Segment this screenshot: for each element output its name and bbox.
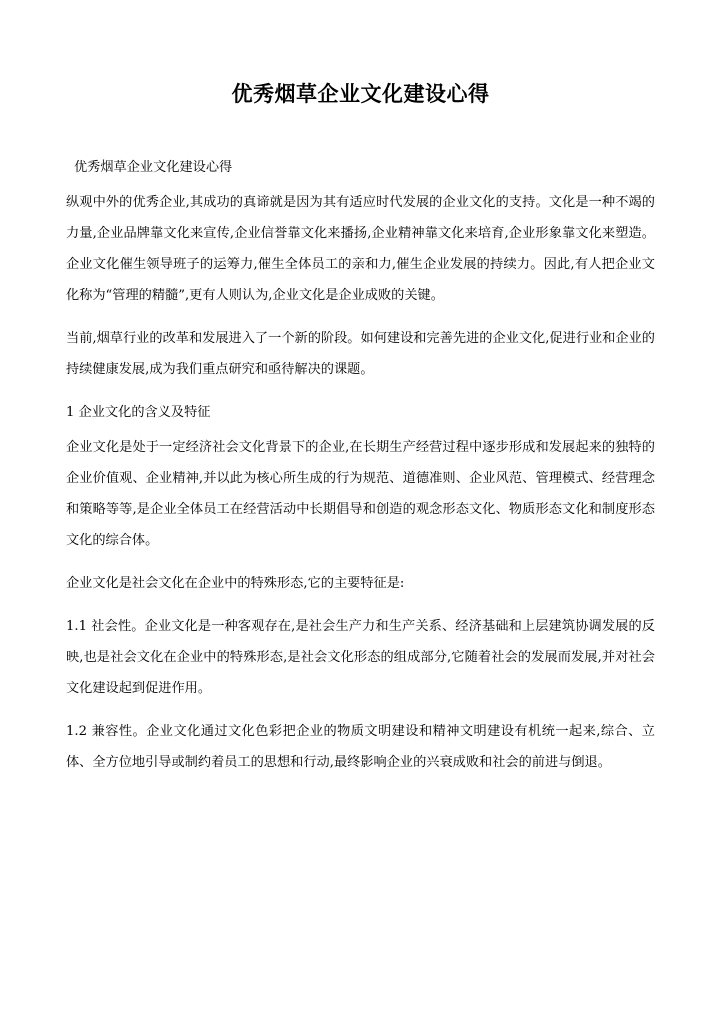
paragraph-feature-1-1: 1.1 社会性。企业文化是一种客观存在,是社会生产力和生产关系、经济基础和上层建筑协调发展的反映,也是社会文化在企业中的特殊形态,是社会文化形态的组成部分,它随着社会的发展而发展,并对社会文化建设起到促进作用。 bbox=[66, 619, 655, 696]
section-heading-1: 1 企业文化的含义及特征 bbox=[66, 405, 211, 420]
paragraph-definition: 企业文化是处于一定经济社会文化背景下的企业,在长期生产经营过程中逐步形成和发展起来的独特的企业价值观、企业精神,并以此为核心所生成的行为规范、道德准则、企业风范、管理模式、经营理念和策略等等,是企业全体员工在经营活动中长期倡导和创造的观念形态文化、物质形态文化和制度形态文化的综合体。 bbox=[66, 440, 655, 548]
paragraph-feature-1-2: 1.2 兼容性。企业文化通过文化色彩把企业的物质文明建设和精神文明建设有机统一起来,综合、立体、全方位地引导或制约着员工的思想和行动,最终影响企业的兴衰成败和社会的前进与倒退。 bbox=[66, 724, 655, 770]
document-body bbox=[66, 152, 655, 778]
page-title: 优秀烟草企业文化建设心得 bbox=[231, 82, 490, 106]
paragraph-intro: 纵观中外的优秀企业,其成功的真谛就是因为其有适应时代发展的企业文化的支持。文化是一种不竭的力量,企业品牌靠文化来宣传,企业信誉靠文化来播扬,企业精神靠文化来培育,企业形象靠文化来塑造。企业文化催生领导班子的运筹力,催生全体员工的亲和力,催生企业发展的持续力。因此,有人把企业文化称为“管理的精髓”,更有人则认为,企业文化是企业成败的关键。 bbox=[66, 195, 655, 303]
paragraph-subtitle: 优秀烟草企业文化建设心得 bbox=[74, 160, 233, 175]
paragraph-features-lead: 企业文化是社会文化在企业中的特殊形态,它的主要特征是: bbox=[66, 576, 405, 591]
paragraph-current-situation: 当前,烟草行业的改革和发展进入了一个新的阶段。如何建设和完善先进的企业文化,促进行业和企业的持续健康发展,成为我们重点研究和亟待解决的课题。 bbox=[66, 331, 655, 377]
